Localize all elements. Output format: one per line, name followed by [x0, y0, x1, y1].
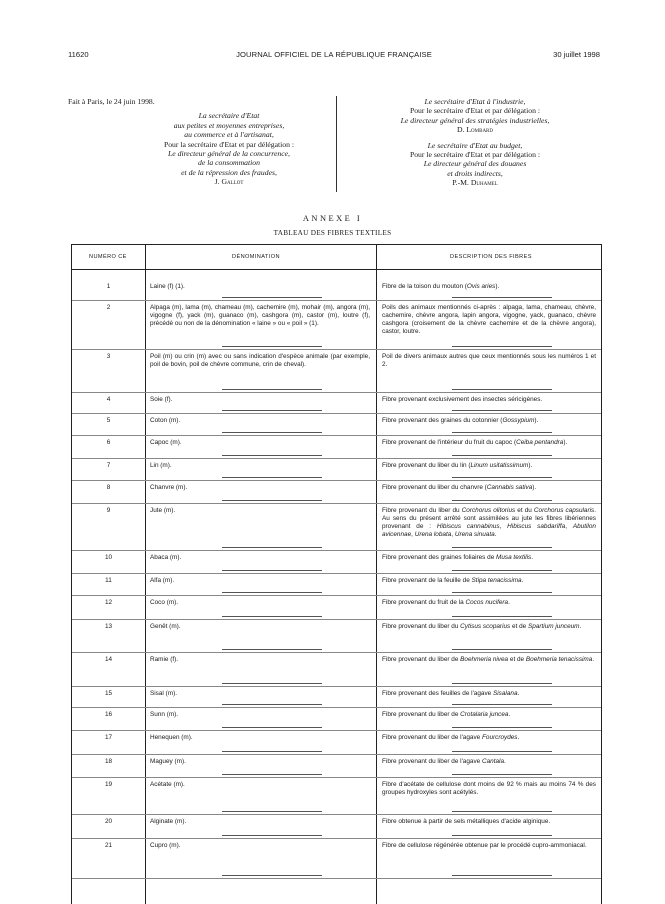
column-header: DESCRIPTION DES FIBRES	[450, 254, 532, 260]
row-number: 7	[106, 462, 111, 469]
row-description: Fibre de la toison du mouton (Ovis aries).	[382, 283, 500, 290]
row-rule	[452, 410, 552, 411]
signatory-name: D. Lombard	[456, 125, 494, 135]
page-header	[68, 50, 600, 64]
signature-line: Le directeur général des douanes	[423, 159, 527, 169]
signature-line: Le secrétaire d'Etat à l'industrie,	[424, 97, 526, 106]
row-denomination: Lin (m).	[150, 462, 172, 469]
row-number: 14	[104, 656, 113, 663]
signature-line: et droits indirects,	[447, 168, 503, 178]
signature-block-right	[345, 97, 605, 188]
row-description: Fibre provenant du liber du chanvre (Cannabis sativa).	[382, 484, 537, 491]
row-rule	[452, 811, 552, 812]
row-denomination: Chanvre (m).	[150, 484, 188, 491]
row-denomination: Jute (m).	[150, 507, 176, 514]
table-row	[72, 730, 601, 754]
issue-date: 30 juillet 1998	[553, 50, 600, 59]
fibres-table	[71, 244, 602, 904]
row-rule	[222, 592, 322, 593]
row-description: Fibre provenant du liber de Boehmeria nivea et de Boehmeria tenacissima.	[382, 656, 595, 663]
signature-divider	[336, 96, 337, 192]
row-denomination: Ramie (f).	[150, 656, 179, 663]
row-number: 4	[106, 396, 111, 403]
row-rule	[222, 683, 322, 684]
row-rule	[222, 477, 322, 478]
row-rule	[222, 432, 322, 433]
row-rule	[452, 727, 552, 728]
row-description: Fibre provenant des feuilles de l'agave Sisalana.	[382, 690, 520, 697]
row-separator	[72, 878, 601, 879]
table-row	[72, 707, 601, 730]
row-description: Fibre provenant du fruit de la Cocos nucifera.	[382, 599, 510, 606]
row-rule	[452, 751, 552, 752]
row-denomination: Genêt (m).	[150, 623, 181, 630]
row-number: 20	[104, 818, 113, 825]
table-row	[72, 619, 601, 652]
row-rule	[452, 455, 552, 456]
row-description: Fibre de cellulose régénérée obtenue par le procédé cupro-ammoniacal.	[382, 842, 587, 849]
row-rule	[452, 500, 552, 501]
row-number: 17	[104, 734, 113, 741]
table-row	[72, 652, 601, 686]
table-header	[72, 245, 601, 270]
table-row	[72, 754, 601, 777]
row-rule	[222, 389, 322, 390]
row-description: Fibre provenant du liber de l'agave Cantala.	[382, 758, 506, 765]
row-number: 5	[106, 417, 111, 424]
row-rule	[222, 727, 322, 728]
table-row	[72, 392, 601, 413]
row-rule	[222, 455, 322, 456]
row-rule	[452, 683, 552, 684]
row-rule	[222, 500, 322, 501]
signature-line: au commerce et à l'artisanat,	[184, 130, 274, 140]
table-row	[72, 279, 601, 300]
row-denomination: Alfa (m).	[150, 577, 175, 584]
row-description: Fibre provenant de la feuille de Stipa tenacissima.	[382, 577, 524, 584]
row-number: 21	[104, 842, 113, 849]
row-number: 11	[105, 577, 112, 584]
row-denomination: Henequen (m).	[150, 734, 193, 741]
row-rule	[222, 875, 322, 876]
row-denomination: Capoc (m).	[150, 439, 182, 446]
row-denomination: Soie (f).	[150, 396, 173, 403]
row-denomination: Coco (m).	[150, 599, 179, 606]
row-rule	[222, 774, 322, 775]
row-rule	[452, 432, 552, 433]
row-rule	[222, 649, 322, 650]
row-rule	[222, 704, 322, 705]
row-number: 13	[104, 623, 113, 630]
row-description: Fibre provenant du liber du Corchorus olitorius et du Corchorus capsularis. Au sens du présent arrêté sont assimilées au jute les fibres libériennes provenant de : Hibiscus cannabinus, Hibiscus sabdariffa, Abutilon avicennae, Urena lobata, Urena sinuata.	[382, 507, 597, 539]
row-number: 2	[106, 304, 111, 311]
row-description: Fibre d'acétate de cellulose dont moins de 92 % mais au moins 74 % des groupes hydroxyles sont acétylés.	[382, 781, 596, 797]
row-number: 12	[104, 599, 113, 606]
signature-line: Le directeur général des stratégies industrielles,	[400, 115, 550, 125]
row-denomination: Alginate (m).	[150, 818, 187, 825]
table-row	[72, 550, 601, 573]
table-row	[72, 814, 601, 838]
row-number: 6	[106, 439, 111, 446]
table-row	[72, 595, 601, 619]
signature-line: aux petites et moyennes entreprises,	[173, 120, 285, 130]
row-rule	[222, 835, 322, 836]
row-rule	[452, 875, 552, 876]
signatory-name: J. Gallot	[214, 177, 244, 187]
row-description: Fibre provenant du liber de l'agave Fourcroydes.	[382, 734, 520, 741]
row-number: 16	[104, 711, 113, 718]
row-rule	[452, 570, 552, 571]
row-number: 18	[104, 758, 113, 765]
table-row	[72, 480, 601, 503]
row-denomination: Cupro (m).	[150, 842, 181, 849]
row-description: Fibre provenant du liber de Crotalaria juncea.	[382, 711, 511, 718]
signature-line: de la consommation	[198, 158, 260, 168]
signature-line: Le secrétaire d'Etat au budget,	[427, 140, 523, 150]
signature-line: Pour le secrétaire d'Etat et par délégation :	[409, 106, 541, 116]
row-description: Poil de divers animaux autres que ceux mentionnés sous les numéros 1 et 2.	[382, 353, 596, 369]
row-rule	[452, 389, 552, 390]
table-row	[72, 349, 601, 392]
row-description: Fibre provenant exclusivement des insectes séricigènes.	[382, 396, 543, 403]
row-number: 19	[104, 781, 113, 788]
row-denomination: Poil (m) ou crin (m) avec ou sans indication d'espèce animale (par exemple, poil de bovin, poil de chèvre commune, crin de cheval).	[150, 353, 370, 369]
signature-line: Pour la secrétaire d'Etat et par délégation :	[163, 139, 295, 149]
row-rule	[452, 297, 552, 298]
table-row	[72, 458, 601, 480]
row-rule	[452, 774, 552, 775]
row-rule	[222, 570, 322, 571]
row-rule	[452, 704, 552, 705]
row-number: 3	[106, 353, 111, 360]
journal-title: JOURNAL OFFICIEL DE LA RÉPUBLIQUE FRANÇAISE	[236, 50, 432, 59]
row-denomination: Alpaga (m), lama (m), chameau (m), cachemire (m), mohair (m), angora (m), vigogne (f), yack (m), guanaco (m), cashgora (m), castor (m), loutre (f), précédé ou non de la dénomination « laine » ou « poil » (1).	[150, 304, 370, 328]
row-denomination: Maguey (m).	[150, 758, 186, 765]
table-row	[72, 503, 601, 550]
row-denomination: Laine (f) (1).	[150, 283, 185, 290]
row-rule	[222, 297, 322, 298]
column-header: DÉNOMINATION	[232, 254, 280, 260]
row-description: Fibre provenant des graines du cotonnier (Gossypium).	[382, 417, 539, 424]
row-denomination: Acétate (m).	[150, 781, 185, 788]
table-row	[72, 413, 601, 435]
column-header: NUMÉRO CE	[89, 254, 127, 260]
row-number: 1	[106, 283, 111, 290]
row-rule	[452, 835, 552, 836]
table-row	[72, 777, 601, 814]
row-rule	[222, 616, 322, 617]
row-rule	[452, 616, 552, 617]
row-rule	[222, 346, 322, 347]
row-description: Fibre provenant du liber du Cytisus scoparius et de Spartium junceum.	[382, 623, 582, 630]
row-denomination: Coton (m).	[150, 417, 181, 424]
table-row	[72, 300, 601, 349]
row-rule	[452, 592, 552, 593]
table-row	[72, 686, 601, 707]
row-rule	[222, 751, 322, 752]
row-rule	[222, 547, 322, 548]
row-denomination: Sisal (m).	[150, 690, 177, 697]
signature-line: La secrétaire d'Etat	[198, 111, 260, 121]
row-description: Fibre provenant du liber du lin (Linum usitatissimum).	[382, 462, 533, 469]
row-description: Fibre provenant des graines foliaires de Musa textilis.	[382, 554, 533, 561]
annexe-title: ANNEXE I	[302, 214, 363, 223]
row-number: 15	[104, 690, 113, 697]
signature-block-left	[68, 97, 330, 187]
row-description: Fibre obtenue à partir de sels métalliques d'acide alginique.	[382, 818, 551, 825]
row-number: 10	[104, 554, 113, 561]
table-row	[72, 838, 601, 878]
row-rule	[222, 410, 322, 411]
row-number: 8	[106, 484, 111, 491]
table-title: TABLEAU DES FIBRES TEXTILES	[273, 229, 392, 237]
row-description: Fibre provenant de l'intérieur du fruit du capoc (Ceiba pentandra).	[382, 439, 568, 446]
signature-line: Pour le secrétaire d'Etat et par délégation :	[409, 150, 541, 160]
row-denomination: Sunn (m).	[150, 711, 179, 718]
row-rule	[452, 547, 552, 548]
row-denomination: Abaca (m).	[150, 554, 182, 561]
table-row	[72, 435, 601, 458]
signature-line: et de la répression des fraudes,	[181, 167, 277, 177]
row-description: Poils des animaux mentionnés ci-après : alpaga, lama, chameau, chèvre, cachemire, chèvre angora, lapin angora, vigogne, yack, guanaco, chèvre cashgora (croisement de la chèvre cachemire et de la chèvre angora), castor, loutre.	[382, 304, 596, 336]
row-rule	[452, 649, 552, 650]
row-rule	[222, 811, 322, 812]
done-at: Fait à Paris, le 24 juin 1998.	[68, 97, 155, 106]
row-rule	[452, 346, 552, 347]
row-number: 9	[106, 507, 111, 514]
signatory-name: P.-M. Duhamel	[452, 178, 498, 188]
row-rule	[452, 477, 552, 478]
table-row	[72, 573, 601, 595]
page-number: 11620	[68, 50, 89, 59]
signature-line: Le directeur général de la concurrence,	[168, 149, 290, 159]
